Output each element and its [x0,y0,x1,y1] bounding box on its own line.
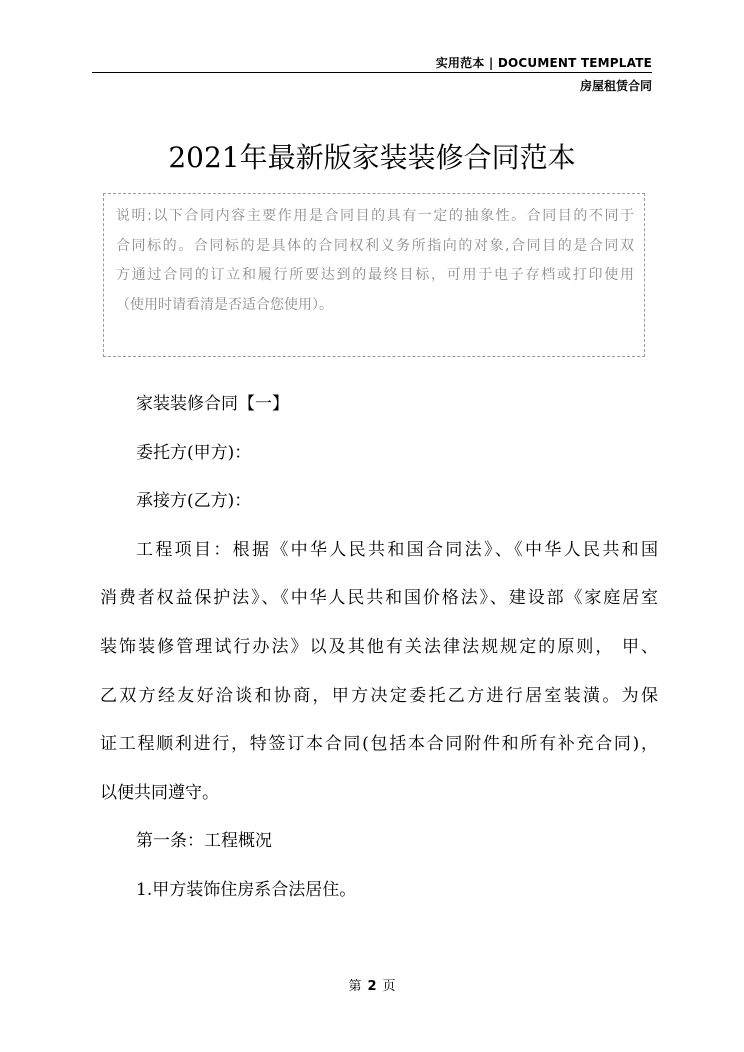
project-line-4: 乙双方经友好洽谈和协商，甲方决定委托乙方进行居室装潢。为保 [100,685,658,706]
note-line-1: 说明:以下合同内容主要作用是合同目的具有一定的抽象性。合同目的不同于 [116,208,634,224]
note-line-4: （使用时请看清是否适合您使用）。 [116,296,333,313]
project-line-3: 装饰装修管理试行办法》以及其他有关法律法规规定的原则， 甲、 [100,636,658,657]
note-box [103,193,645,357]
page-prefix: 第 [348,979,362,994]
section-heading: 家装装修合同【一】 [136,394,289,414]
contract-body [100,380,658,915]
header-divider [92,72,652,73]
note-line-3: 方通过合同的订立和履行所要达到的最终目标，可用于电子存档或打印使用 [116,267,634,283]
page-number-value: 2 [367,979,377,994]
project-line-1: 工程项目：根据《中华人民共和国合同法》、《中华人民共和国 [136,539,658,560]
project-line-6: 以便共同遵守。 [100,782,219,803]
header-document-type: 房屋租赁合同 [579,79,652,93]
page-number [0,975,744,994]
article-one-heading: 第一条：工程概况 [136,831,272,852]
header-template-label: 实用范本 | DOCUMENT TEMPLATE [435,56,652,70]
article-one-item-1: 1.甲方装饰住房系合法居住。 [136,879,357,900]
document-title: 2021年最新版家装装修合同范本 [168,141,576,174]
project-line-5: 证工程顺利进行，特签订本合同(包括本合同附件和所有补充合同)， [100,734,658,755]
note-line-2: 合同标的。合同标的是具体的合同权利义务所指向的对象,合同目的是合同双 [116,237,634,254]
party-b-line: 承接方(乙方)： [136,491,252,512]
page-suffix: 页 [382,979,396,994]
party-a-line: 委托方(甲方)： [136,442,252,463]
project-line-2: 消费者权益保护法》、《中华人民共和国价格法》、建设部《家庭居室 [100,588,658,609]
